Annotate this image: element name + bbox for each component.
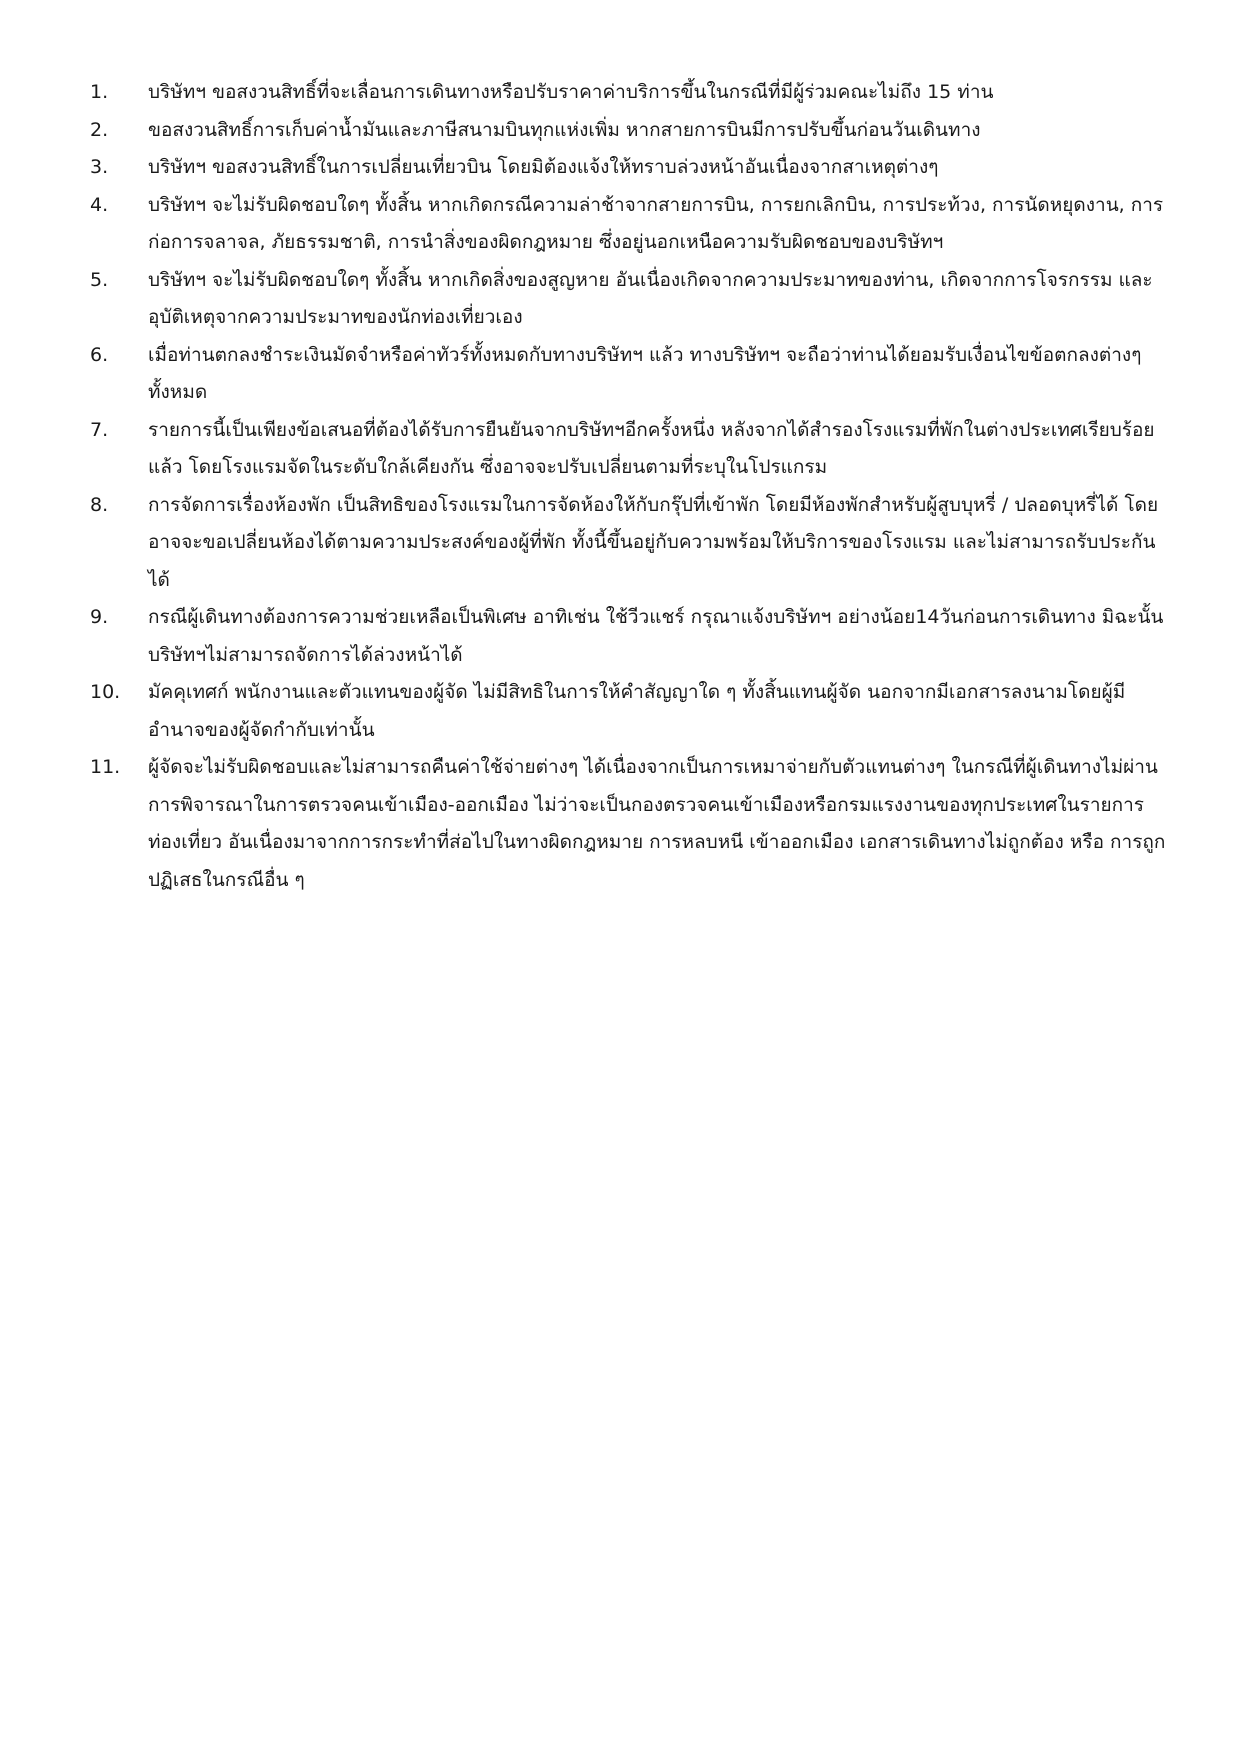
term-item-1: [90, 74, 1170, 112]
term-text: บริษัทฯ ขอสงวนสิทธิ์ที่จะเลื่อนการเดินทางหรือปรับราคาค่าบริการขึ้นในกรณีที่มีผู้ร่วมคณะไม่ถึง 15 ท่าน: [148, 81, 994, 103]
term-text: กรณีผู้เดินทางต้องการความช่วยเหลือเป็นพิเศษ อาทิเช่น ใช้วีวแชร์ กรุณาแจ้งบริษัทฯ อย่างน้อย14วันก่อนการเดินทาง มิฉะนั้น บริษัทฯไม่สามารถจัดการได้ล่วงหน้าได้: [148, 606, 1164, 666]
terms-list: [90, 74, 1170, 899]
term-text: บริษัทฯ ขอสงวนสิทธิ์ในการเปลี่ยนเที่ยวบิน โดยมิต้องแจ้งให้ทราบล่วงหน้าอันเนื่องจากสาเหตุต่างๆ: [148, 156, 939, 178]
term-item-8: [90, 487, 1170, 600]
term-text: ขอสงวนสิทธิ์การเก็บค่าน้ำมันและภาษีสนามบินทุกแห่งเพิ่ม หากสายการบินมีการปรับขึ้นก่อนวันเดินทาง: [148, 118, 981, 141]
term-item-9: [90, 599, 1170, 674]
term-item-4: [90, 187, 1170, 262]
term-text: ผู้จัดจะไม่รับผิดชอบและไม่สามารถคืนค่าใช้จ่ายต่างๆ ได้เนื่องจากเป็นการเหมาจ่ายกับตัวแทนต่างๆ ในกรณีที่ผู้เดินทางไม่ผ่านการพิจารณาในการตรวจคนเข้าเมือง-ออกเมือง ไม่ว่าจะเป็นกองตรวจคนเข้าเมืองหรือกรมแรงงานของทุกประเทศในรายการท่องเที่ยว อันเนื่องมาจากการกระทำที่ส่อไปในทางผิดกฎหมาย การหลบหนี เข้าออกเมือง เอกสารเดินทางไม่ถูกต้อง หรือ การถูกปฏิเสธในกรณีอื่น ๆ: [148, 756, 1166, 891]
term-text: รายการนี้เป็นเพียงข้อเสนอที่ต้องได้รับการยืนยันจากบริษัทฯอีกครั้งหนึ่ง หลังจากได้สำรองโรงแรมที่พักในต่างประเทศเรียบร้อยแล้ว โดยโรงแรมจัดในระดับใกล้เคียงกัน ซึ่งอาจจะปรับเปลี่ยนตามที่ระบุในโปรแกรม: [148, 418, 1155, 478]
term-item-5: [90, 262, 1170, 337]
term-number: 6.: [90, 343, 109, 366]
term-number: 1.: [90, 81, 109, 103]
term-item-7: [90, 412, 1170, 487]
term-number: 3.: [90, 156, 109, 178]
term-item-2: [90, 112, 1170, 150]
term-text: การจัดการเรื่องห้องพัก เป็นสิทธิของโรงแรมในการจัดห้องให้กับกรุ๊ปที่เข้าพัก โดยมีห้องพักสำหรับผู้สูบบุหรี่ / ปลอดบุหรี่ได้ โดยอาจจะขอเปลี่ยนห้องได้ตามความประสงค์ของผู้ที่พัก ทั้งนี้ขึ้นอยู่กับความพร้อมให้บริการของโรงแรม และไม่สามารถรับประกันได้: [148, 493, 1159, 591]
term-number: 2.: [90, 118, 109, 141]
term-number: 8.: [90, 493, 109, 516]
term-number: 11.: [90, 756, 121, 778]
term-item-11: [90, 749, 1170, 899]
term-number: 5.: [90, 268, 109, 291]
term-text: เมื่อท่านตกลงชำระเงินมัดจำหรือค่าทัวร์ทั้งหมดกับทางบริษัทฯ แล้ว ทางบริษัทฯ จะถือว่าท่านได้ยอมรับเงื่อนไขข้อตกลงต่างๆ ทั้งหมด: [148, 343, 1142, 403]
term-item-10: [90, 674, 1170, 749]
term-text: มัคคุเทศก์ พนักงานและตัวแทนของผู้จัด ไม่มีสิทธิในการให้คำสัญญาใด ๆ ทั้งสิ้นแทนผู้จัด นอกจากมีเอกสารลงนามโดยผู้มีอำนาจของผู้จัดกำกับเท่านั้น: [148, 681, 1126, 741]
term-text: บริษัทฯ จะไม่รับผิดชอบใดๆ ทั้งสิ้น หากเกิดสิ่งของสูญหาย อันเนื่องเกิดจากความประมาทของท่าน, เกิดจากการโจรกรรม และ อุบัติเหตุจากความประมาทของนักท่องเที่ยวเอง: [148, 268, 1153, 328]
term-number: 10.: [90, 681, 121, 703]
term-item-6: [90, 337, 1170, 412]
term-number: 7.: [90, 418, 109, 441]
term-text: บริษัทฯ จะไม่รับผิดชอบใดๆ ทั้งสิ้น หากเกิดกรณีความล่าช้าจากสายการบิน, การยกเลิกบิน, การประท้วง, การนัดหยุดงาน, การก่อการจลาจล, ภัยธรรมชาติ, การนำสิ่งของผิดกฎหมาย ซึ่งอยู่นอกเหนือความรับผิดชอบของบริษัทฯ: [148, 193, 1164, 253]
term-number: 4.: [90, 193, 109, 216]
term-number: 9.: [90, 606, 109, 628]
term-item-3: [90, 149, 1170, 187]
